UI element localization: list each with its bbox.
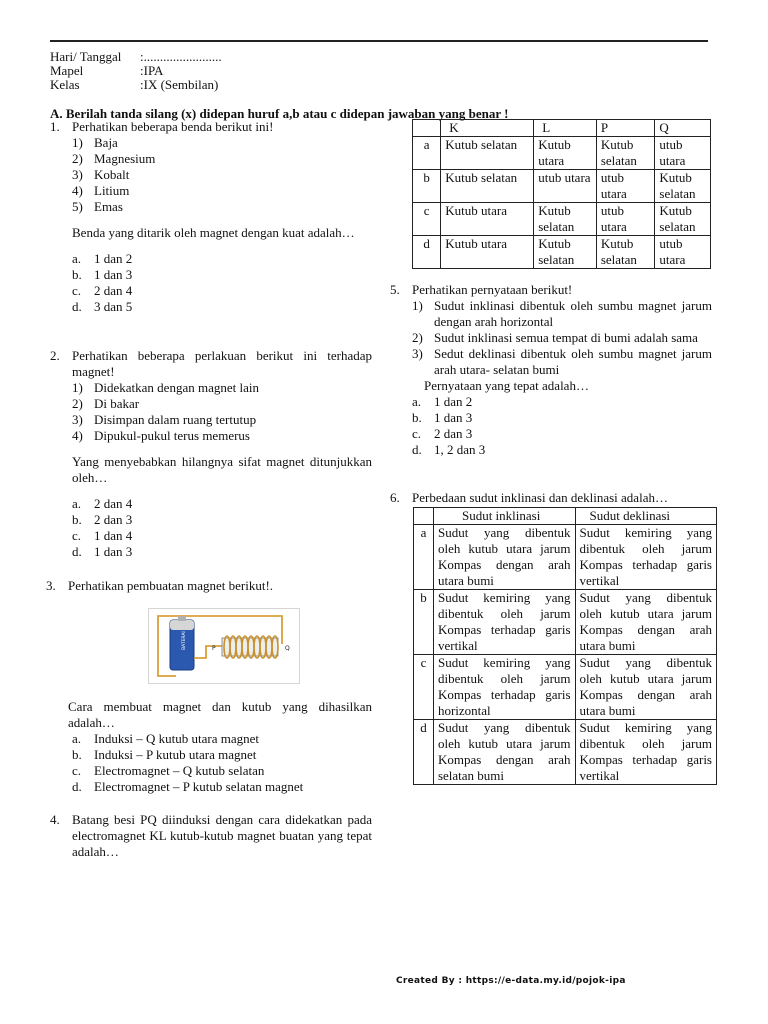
subject-value: :IPA xyxy=(140,63,164,78)
q6-table xyxy=(413,507,717,785)
q3-stem xyxy=(46,578,372,594)
battery-label: BATERAI xyxy=(182,631,187,650)
list-item: 3) Disimpan dalam ruang tertutup xyxy=(72,412,257,427)
table-row[interactable]: b Sudut kemiring yang dibentuk oleh jarum Kompas terhadap garis vertikal Sudut yang dibentuk oleh kutub utara jarum Kompas dengan arah utara bumi xyxy=(414,590,717,655)
list-item: 5) Emas xyxy=(72,199,123,214)
question-3-body xyxy=(50,699,372,795)
list-item: 2) Di bakar xyxy=(72,396,140,411)
option-a[interactable]: a. 2 dan 4 xyxy=(72,496,133,511)
option-a[interactable]: a. Induksi – Q kutub utara magnet xyxy=(72,731,259,746)
q5-options xyxy=(390,394,712,458)
header-p: P xyxy=(596,120,655,137)
top-rule xyxy=(50,40,708,42)
option-d[interactable]: d. 1, 2 dan 3 xyxy=(412,442,486,457)
option-c[interactable]: c. 2 dan 4 xyxy=(72,283,133,298)
question-2 xyxy=(50,348,372,560)
battery-terminal xyxy=(178,616,186,621)
option-c[interactable]: c. 1 dan 4 xyxy=(72,528,133,543)
subject-label: Mapel xyxy=(50,63,84,78)
q2-text: Perhatikan beberapa perlakuan berikut ini terhadap magnet! xyxy=(72,348,372,379)
question-5 xyxy=(390,282,712,458)
q1-number: 1. xyxy=(50,119,60,134)
electromagnet-figure xyxy=(148,608,300,684)
option-d[interactable]: d. 1 dan 3 xyxy=(72,544,133,559)
header-q: Q xyxy=(655,120,711,137)
q4-number: 4. xyxy=(50,812,60,827)
table-row[interactable]: d Sudut yang dibentuk oleh kutub utara jarum Kompas dengan arah selatan bumi Sudut kemiring yang dibentuk oleh jarum Kompas terhadap garis vertikal xyxy=(414,720,717,785)
option-a[interactable]: a. 1 dan 2 xyxy=(412,394,473,409)
question-4 xyxy=(50,812,372,860)
option-d[interactable]: d. 3 dan 5 xyxy=(72,299,133,314)
question-3 xyxy=(46,578,372,594)
q1-text: Perhatikan beberapa benda berikut ini! xyxy=(72,119,274,134)
q6-number: 6. xyxy=(390,490,400,505)
label-q: Q xyxy=(285,645,290,652)
list-item: 1) Baja xyxy=(72,135,118,150)
list-item: 1) Sudut inklinasi dibentuk oleh sumbu magnet jarum dengan arah horizontal xyxy=(412,298,712,329)
q2-stem xyxy=(50,348,372,380)
class-label: Kelas xyxy=(50,77,80,92)
table-row[interactable]: b Kutub selatan utub utara utub utara Kutub selatan xyxy=(413,170,711,203)
q2-options xyxy=(50,496,372,560)
q1-options xyxy=(50,251,372,315)
q3-options xyxy=(50,731,372,795)
option-b[interactable]: b. 2 dan 3 xyxy=(72,512,133,527)
table-row[interactable]: a Sudut yang dibentuk oleh kutub utara jarum Kompas dengan arah utara bumi Sudut kemiring yang dibentuk oleh jarum Kompas terhadap garis vertikal xyxy=(414,525,717,590)
q6-stem xyxy=(390,490,720,506)
header-inklinasi: Sudut inklinasi xyxy=(433,508,575,525)
q2-items xyxy=(50,380,372,444)
q1-stem xyxy=(50,119,372,135)
q1-question: Benda yang ditarik oleh magnet dengan kuat adalah… xyxy=(72,225,355,240)
option-c[interactable]: c. Electromagnet – Q kutub selatan xyxy=(72,763,265,778)
instruction: A. Berilah tanda silang (x) didepan huruf a,b atau c didepan jawaban yang benar ! xyxy=(50,106,509,121)
q5-number: 5. xyxy=(390,282,400,297)
q3-question: Cara membuat magnet dan kutub yang dihasilkan adalah… xyxy=(68,699,372,730)
q2-number: 2. xyxy=(50,348,60,363)
list-item: 3) Kobalt xyxy=(72,167,130,182)
q2-question: Yang menyebabkan hilangnya sifat magnet ditunjukkan oleh… xyxy=(72,454,372,485)
header-info xyxy=(50,50,350,94)
q6-text: Perbedaan sudut inklinasi dan deklinasi adalah… xyxy=(412,490,668,505)
list-item: 4) Litium xyxy=(72,183,130,198)
q3-text: Perhatikan pembuatan magnet berikut!. xyxy=(68,578,274,593)
table-row[interactable]: c Sudut kemiring yang dibentuk oleh jarum Kompas terhadap garis horizontal Sudut yang dibentuk oleh kutub utara jarum Kompas dengan arah utara bumi xyxy=(414,655,717,720)
q4-table xyxy=(412,119,711,269)
table-row[interactable]: c Kutub utara Kutub selatan utub utara Kutub selatan xyxy=(413,203,711,236)
list-item: 3) Sedut deklinasi dibentuk oleh sumbu magnet jarum arah utara- selatan bumi xyxy=(412,346,712,377)
list-item: 2) Magnesium xyxy=(72,151,156,166)
footer-credit: Created By : https://e-data.my.id/pojok-ipa xyxy=(396,976,626,986)
q3-number: 3. xyxy=(46,578,56,593)
table-header-row xyxy=(413,120,711,137)
header-deklinasi: Sudut deklinasi xyxy=(575,508,716,525)
option-d[interactable]: d. Electromagnet – P kutub selatan magnet xyxy=(72,779,304,794)
q4-stem xyxy=(50,812,372,860)
option-b[interactable]: b. 1 dan 3 xyxy=(72,267,133,282)
class-value: :IX (Sembilan) xyxy=(140,77,219,92)
q1-items xyxy=(50,135,372,215)
option-b[interactable]: b. Induksi – P kutub utara magnet xyxy=(72,747,257,762)
option-c[interactable]: c. 2 dan 3 xyxy=(412,426,473,441)
day-value: :........................ xyxy=(140,49,222,64)
option-b[interactable]: b. 1 dan 3 xyxy=(412,410,473,425)
table-row[interactable]: a Kutub selatan Kutub utara Kutub selatan utub utara xyxy=(413,137,711,170)
question-1 xyxy=(50,119,372,315)
option-a[interactable]: a. 1 dan 2 xyxy=(72,251,133,266)
list-item: 4) Dipukul-pukul terus memerus xyxy=(72,428,250,443)
q5-text: Perhatikan pernyataan berikut! xyxy=(412,282,573,297)
q5-stem xyxy=(390,282,712,298)
list-item: 2) Sudut inklinasi semua tempat di bumi adalah sama xyxy=(412,330,698,345)
header-l: L xyxy=(534,120,597,137)
battery-cap xyxy=(170,620,194,630)
table-header-row xyxy=(414,508,717,525)
header-k: K xyxy=(441,120,534,137)
label-p: P xyxy=(212,645,216,652)
q5-question: Pernyataan yang tepat adalah… xyxy=(424,378,589,393)
table-row[interactable]: d Kutub utara Kutub selatan Kutub selatan utub utara xyxy=(413,236,711,269)
q4-text: Batang besi PQ diinduksi dengan cara didekatkan pada electromagnet KL kutub-kutub magnet buatan yang tepat adalah… xyxy=(72,812,372,859)
day-label: Hari/ Tanggal xyxy=(50,49,122,64)
q5-items xyxy=(390,298,712,378)
question-6 xyxy=(390,490,720,506)
list-item: 1) Didekatkan dengan magnet lain xyxy=(72,380,259,395)
